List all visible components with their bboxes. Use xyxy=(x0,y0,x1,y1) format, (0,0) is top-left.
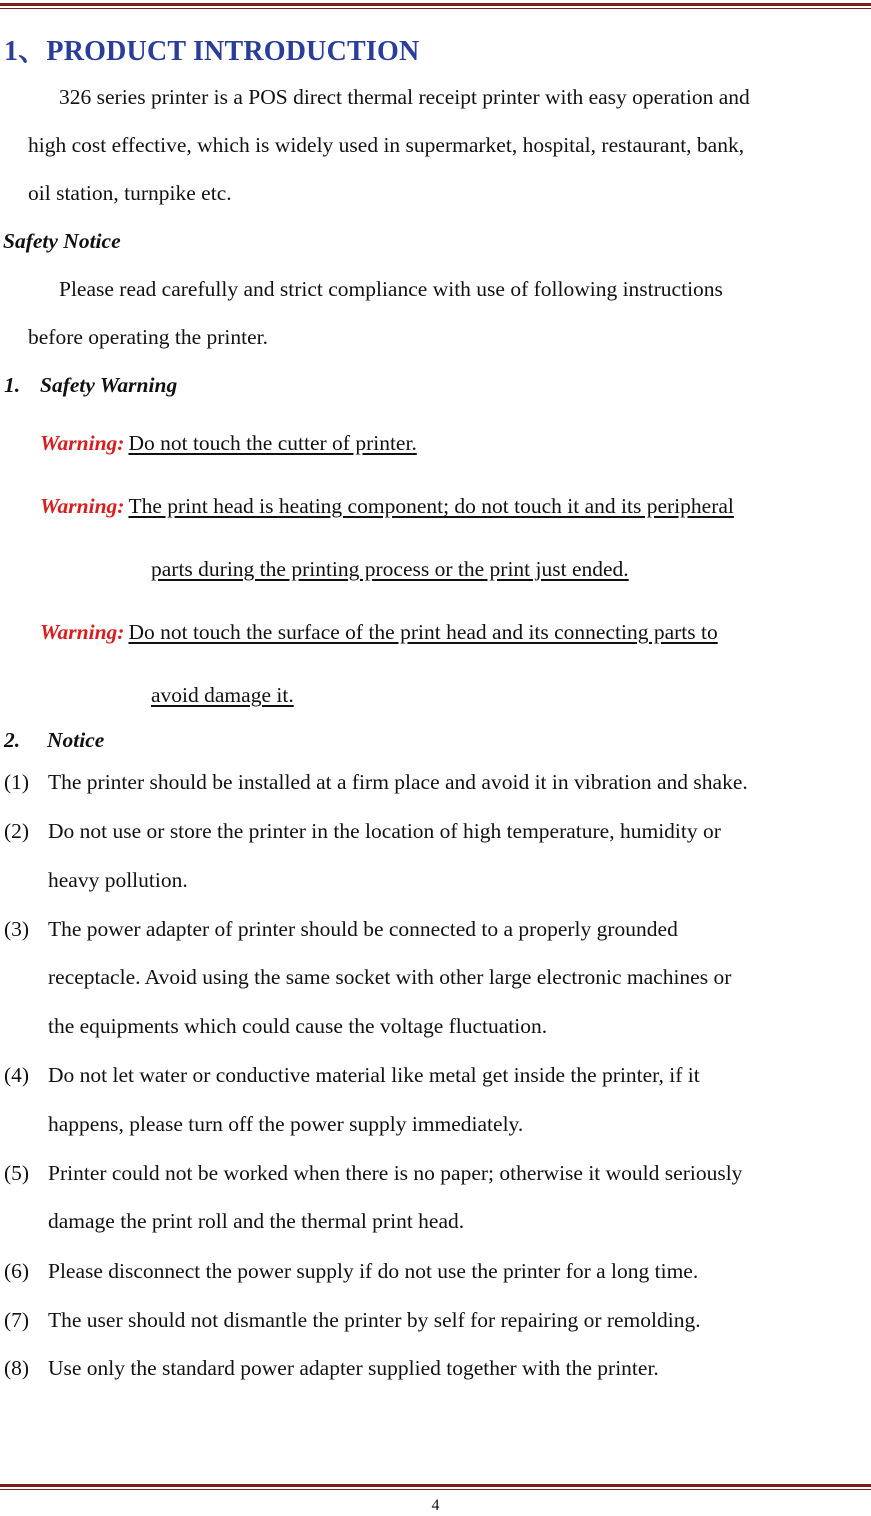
notice-item-line: Do not let water or conductive material like metal get inside the printer, if it xyxy=(48,1063,700,1087)
warning-label: Warning: xyxy=(40,620,125,644)
notice-item-line: the equipments which could cause the voltage fluctuation. xyxy=(48,1014,548,1038)
notice-item-line: receptacle. Avoid using the same socket with other large electronic machines or xyxy=(48,965,732,989)
notice-item-line: Use only the standard power adapter supplied together with the printer. xyxy=(48,1356,659,1380)
footer-rule xyxy=(0,1484,871,1490)
notice-title: Notice xyxy=(47,728,105,752)
section-number: 1、 xyxy=(4,36,47,67)
page-number: 4 xyxy=(431,1497,440,1514)
notice-item-number: (6) xyxy=(4,1259,30,1283)
section-title: PRODUCT INTRODUCTION xyxy=(46,36,420,67)
notice-item-line: The user should not dismantle the printer by self for repairing or remolding. xyxy=(48,1308,701,1332)
notice-item-line: Printer could not be worked when there is no paper; otherwise it would seriously xyxy=(48,1161,743,1185)
warning-2 xyxy=(40,494,734,519)
notice-item-number: (2) xyxy=(4,819,30,843)
header-rule xyxy=(0,3,871,9)
notice-item-number: (8) xyxy=(4,1356,30,1380)
notice-item-line: Please disconnect the power supply if do not use the printer for a long time. xyxy=(48,1259,699,1283)
warning-2-continuation: parts during the printing process or the print just ended. xyxy=(151,557,629,581)
notice-item-number: (4) xyxy=(4,1063,30,1087)
section-heading xyxy=(4,29,419,69)
warning-1 xyxy=(40,431,417,456)
notice-item-line: Do not use or store the printer in the location of high temperature, humidity or xyxy=(48,819,721,843)
notice-item-line: happens, please turn off the power supply immediately. xyxy=(48,1112,524,1136)
warning-text: The print head is heating component; do not touch it and its peripheral xyxy=(128,494,734,518)
warning-label: Warning: xyxy=(40,431,125,455)
intro-line-1: 326 series printer is a POS direct thermal receipt printer with easy operation and xyxy=(59,85,750,109)
notice-item-line: heavy pollution. xyxy=(48,868,188,892)
notice-number: 2. xyxy=(4,728,21,752)
notice-item-number: (5) xyxy=(4,1161,30,1185)
intro-line-3: oil station, turnpike etc. xyxy=(28,181,232,205)
warning-label: Warning: xyxy=(40,494,125,518)
safety-notice-line-1: Please read carefully and strict compliance with use of following instructions xyxy=(59,277,723,301)
warning-3-continuation: avoid damage it. xyxy=(151,683,294,707)
warning-3 xyxy=(40,620,718,645)
intro-line-2: high cost effective, which is widely used in supermarket, hospital, restaurant, bank, xyxy=(28,133,745,157)
warning-text: Do not touch the surface of the print head and its connecting parts to xyxy=(128,620,718,644)
notice-item-number: (7) xyxy=(4,1308,30,1332)
notice-item-line: damage the print roll and the thermal print head. xyxy=(48,1209,465,1233)
notice-item-number: (3) xyxy=(4,917,30,941)
safety-notice-title: Safety Notice xyxy=(3,229,121,253)
notice-item-line: The printer should be installed at a firm place and avoid it in vibration and shake. xyxy=(48,770,748,794)
safety-notice-line-2: before operating the printer. xyxy=(28,325,268,349)
warning-text: Do not touch the cutter of printer. xyxy=(128,431,417,455)
safety-warning-title: Safety Warning xyxy=(40,373,178,397)
safety-warning-number: 1. xyxy=(4,373,21,397)
notice-item-line: The power adapter of printer should be connected to a properly grounded xyxy=(48,917,678,941)
notice-item-number: (1) xyxy=(4,770,30,794)
